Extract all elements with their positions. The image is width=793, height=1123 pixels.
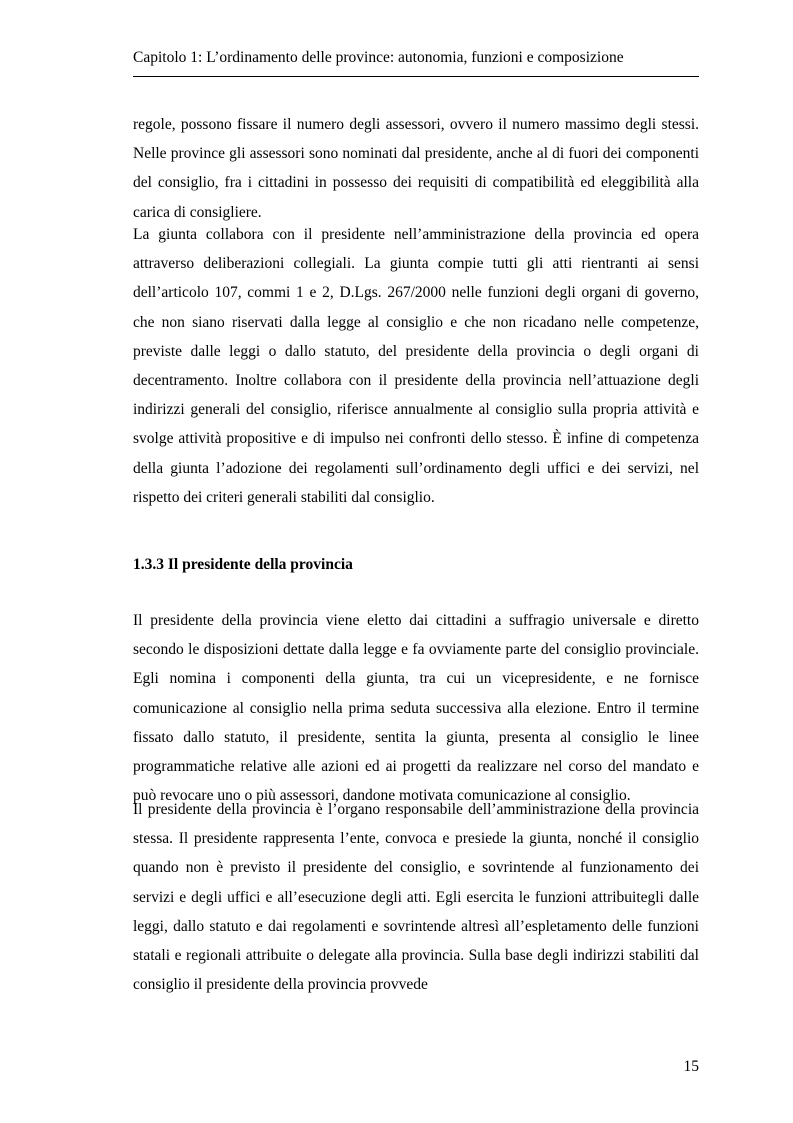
running-header-title: Capitolo 1: L’ordinamento delle province: autonomia, funzioni e composizione	[133, 49, 624, 66]
page-number: 15	[683, 1058, 699, 1075]
body-paragraph-1: regole, possono fissare il numero degli assessori, ovvero il numero massimo degli stessi. Nelle province gli assessori sono nominati dal presidente, anche al di fuori dei componenti del consiglio, fra i cittadini in possesso dei requisiti di compatibilità ed eleggibilità alla carica di consigliere.	[133, 116, 699, 221]
body-paragraph-4: Il presidente della provincia è l’organo responsabile dell’amministrazione della provincia stessa. Il presidente rappresenta l’ente, convoca e presiede la giunta, nonché il consiglio quando non è previsto il presidente del consiglio, e sovrintende al funzionamento dei servizi e degli uffici e all’esecuzione degli atti. Egli esercita le funzioni attribuitegli dalle leggi, dallo statuto e dai regolamenti e sovrintende altresì all’espletamento delle funzioni statali e regionali attribuite o delegate alla provincia. Sulla base degli indirizzi stabiliti dal consiglio il presidente della provincia provvede	[133, 801, 699, 994]
body-paragraph-2: La giunta collabora con il presidente nell’amministrazione della provincia ed opera attraverso deliberazioni collegiali. La giunta compie tutti gli atti rientranti ai sensi dell’articolo 107, commi 1 e 2, D.Lgs. 267/2000 nelle funzioni degli organi di governo, che non siano riservati dalla legge al consiglio e che non ricadano nelle competenze, previste dalle leggi o dallo statuto, del presidente della provincia o degli organi di decentramento. Inoltre collabora con il presidente della provincia nell’attuazione degli indirizzi generali del consiglio, riferisce annualmente al consiglio sulla propria attività e svolge attività propositive e di impulso nei confronti dello stesso. È infine di competenza della giunta l’adozione dei regolamenti sull’ordinamento degli uffici e dei servizi, nel rispetto dei criteri generali stabiliti dal consiglio.	[133, 226, 699, 506]
section-heading: 1.3.3 Il presidente della provincia	[133, 556, 353, 573]
header-divider	[133, 76, 699, 77]
body-paragraph-3: Il presidente della provincia viene eletto dai cittadini a suffragio universale e diretto secondo le disposizioni dettate dalla legge e fa ovviamente parte del consiglio provinciale. Egli nomina i componenti della giunta, tra cui un vicepresidente, e ne fornisce comunicazione al consiglio nella prima seduta successiva alla elezione. Entro il termine fissato dallo statuto, il presidente, sentita la giunta, presenta al consiglio le linee programmatiche relative alle azioni ed ai progetti da realizzare nel corso del mandato e può revocare uno o più assessori, dandone motivata comunicazione al consiglio.	[133, 612, 699, 805]
